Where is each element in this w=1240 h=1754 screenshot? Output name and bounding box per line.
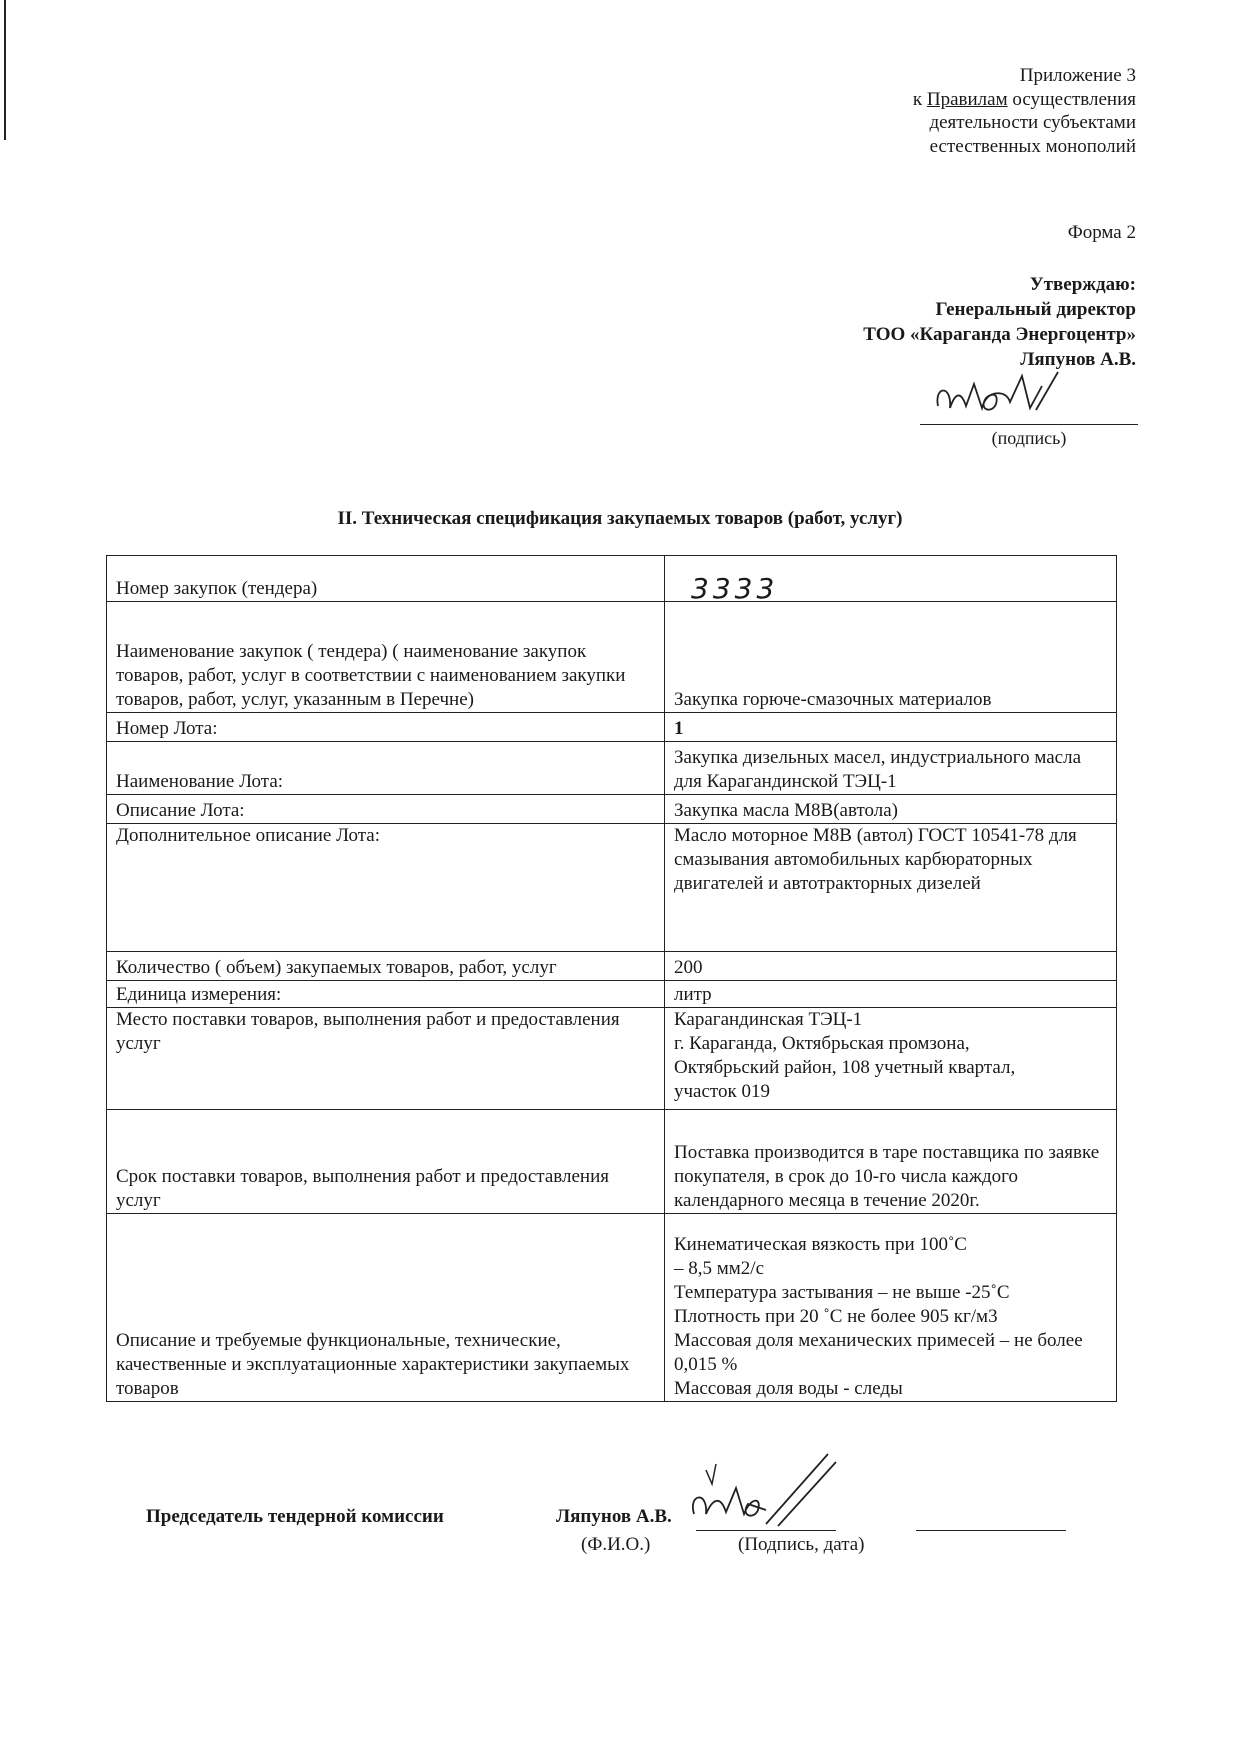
value-line: – 8,5 мм2/с [674,1258,765,1279]
value-line: участок 019 [674,1081,770,1102]
section-heading: II. Техническая спецификация закупаемых товаров (работ, услуг) [337,508,903,529]
name-caption: (Ф.И.О.) [581,1534,651,1555]
table-row [107,1214,1117,1402]
signature-line [916,1530,1066,1531]
form-number: Форма 2 [1067,222,1136,243]
signature-caption: (подпись) [991,428,1067,448]
row-label: Наименование закупок ( тендера) ( наименование закупок товаров, работ, услуг в соответствии с наименованием закупки товаров, работ, услуг, указанным в Перечне) [107,602,665,713]
table-row [107,713,1117,742]
signature-date-caption: (Подпись, дата) [738,1534,865,1555]
row-label: Дополнительное описание Лота: [107,824,665,952]
value-line: Карагандинская ТЭЦ-1 [674,1009,863,1030]
scan-edge-mark [4,0,10,140]
annex-line: Приложение 3 [1019,65,1136,86]
row-label: Описание и требуемые функциональные, технические, качественные и эксплуатационные характеристики закупаемых товаров [107,1214,665,1402]
row-label: Номер закупок (тендера) [107,556,665,602]
row-value: Закупка дизельных масел, индустриального масла для Карагандинской ТЭЦ-1 [665,742,1117,795]
approval-line: Генеральный директор [935,299,1136,320]
value-line: Массовая доля механических примесей – не более 0,015 % [674,1330,1083,1375]
commission-chair-name: Ляпунов А.В. [556,1506,672,1527]
lot-number-value: 1 [665,713,1117,742]
table-row [107,952,1117,981]
value-line: г. Караганда, Октябрьская промзона, [674,1033,970,1054]
approval-line: ТОО «Караганда Энергоцентр» [863,324,1136,345]
row-label: Описание Лота: [107,795,665,824]
signature-icon [686,1444,886,1534]
row-value: Поставка производится в таре поставщика по заявке покупателя, в срок до 10-го числа каждого календарного месяца в течение 2020г. [665,1110,1117,1214]
row-value: Масло моторное М8В (автол) ГОСТ 10541-78 для смазывания автомобильных карбюраторных двигателей и автотракторных дизелей [665,824,1117,952]
value-line: Плотность при 20 ˚С не более 905 кг/м3 [674,1306,998,1327]
annex-prefix: к [912,88,927,110]
table-row [107,981,1117,1008]
value-line: Температура застывания – не выше -25˚С [674,1282,1010,1303]
table-row [107,1110,1117,1214]
row-label: Срок поставки товаров, выполнения работ и предоставления услуг [107,1110,665,1214]
table-row [107,1008,1117,1110]
row-value: Закупка горюче-смазочных материалов [665,602,1117,713]
row-label: Номер Лота: [107,713,665,742]
approval-signature [920,372,1138,452]
value-line: Октябрьский район, 108 учетный квартал, [674,1057,1016,1078]
value-line: Массовая доля воды - следы [674,1378,903,1399]
annex-suffix: осуществления [1007,88,1136,110]
table-row [107,602,1117,713]
rules-link[interactable]: Правилам [926,88,1008,110]
unit-value: литр [665,981,1117,1008]
tender-number-value: 3333 [665,556,1117,602]
specification-table [106,555,1117,1402]
row-label: Количество ( объем) закупаемых товаров, работ, услуг [107,952,665,981]
approval-block [863,272,1136,372]
row-label: Наименование Лота: [107,742,665,795]
value-line: Кинематическая вязкость при 100˚С [674,1234,967,1255]
table-row [107,556,1117,602]
row-value: Закупка масла М8В(автола) [665,795,1117,824]
commission-chair-role: Председатель тендерной комиссии [146,1506,444,1527]
annex-reference [913,64,1136,158]
signature-icon [930,366,1110,426]
annex-line [913,88,1136,112]
table-row [107,824,1117,952]
annex-line: деятельности субъектами [929,112,1136,133]
signature-line [920,424,1138,425]
commission-signature-block [146,1494,1106,1574]
table-row [107,795,1117,824]
row-label: Место поставки товаров, выполнения работ и предоставления услуг [107,1008,665,1110]
approval-line: Утверждаю: [1029,274,1136,295]
approval-line: Ляпунов А.В. [1020,349,1136,370]
signature-line [696,1530,836,1531]
annex-line: естественных монополий [929,135,1136,157]
row-label: Единица измерения: [107,981,665,1008]
row-value [665,1214,1117,1402]
quantity-value: 200 [665,952,1117,981]
row-value [665,1008,1117,1110]
table-row [107,742,1117,795]
